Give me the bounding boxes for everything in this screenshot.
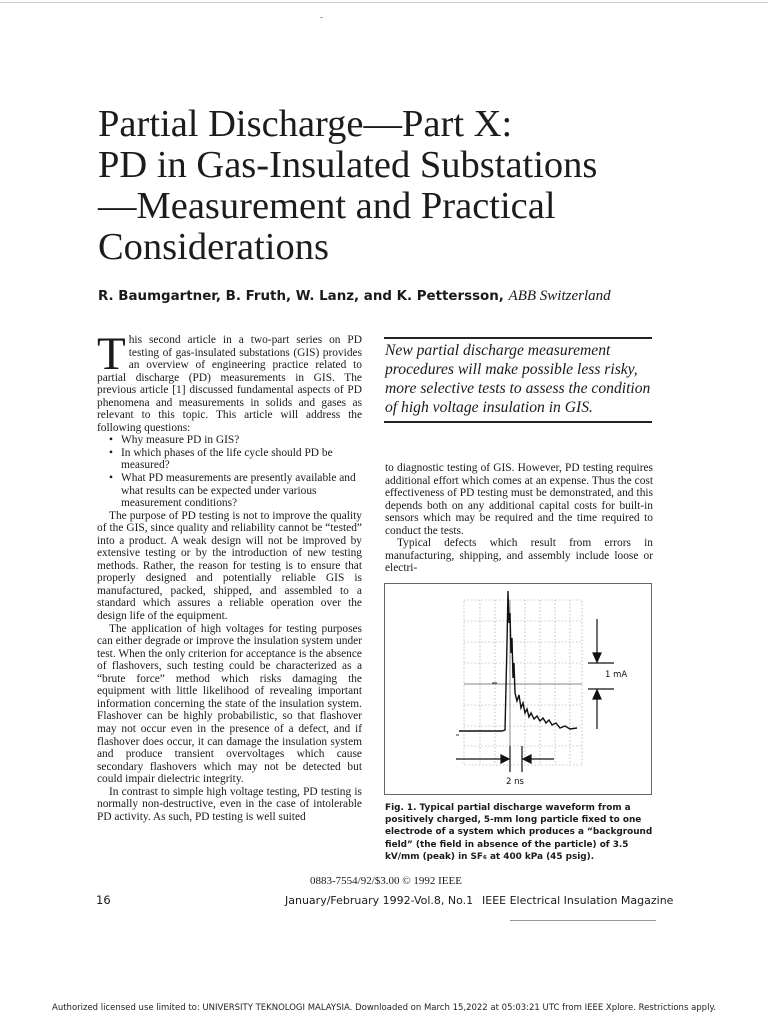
title-line: Partial Discharge—Part X:	[98, 103, 513, 145]
body-paragraph: to diagnostic testing of GIS. However, PD testing requires additional effort which comes at an expense. Thus the cost effectiveness of PD testing must be demonstrated, and this depends both on any additional capital costs for built-in sensors which may be required and the time required to conduct the tests.	[385, 462, 653, 537]
time-scale-label: 2 ns	[506, 777, 524, 787]
question-list	[97, 434, 362, 509]
pd-waveform-trace	[459, 591, 577, 731]
body-paragraph: The purpose of PD testing is not to improve the quality of the GIS, since quality and reliability cannot be “tested” into a product. A weak design will not be improved by extensive testing or by the introduction of new testing methods. Rather, the reason for testing is to ensure that properly designed and potentially reliable GIS is manufactured, packed, shipped, and assembled to a standard which assures a reliable operation over the design life of the equipment.	[97, 509, 362, 623]
list-item: • Why measure PD in GIS?	[111, 434, 362, 447]
article-title	[98, 104, 718, 268]
magazine-name: IEEE Electrical Insulation Magazine	[482, 894, 674, 907]
right-column	[385, 462, 653, 575]
author-line: R. Baumgartner, B. Fruth, W. Lanz, and K. Pettersson, ABB Switzerland	[98, 288, 611, 304]
title-line: —Measurement and Practical	[98, 185, 556, 227]
figure-caption: Fig. 1. Typical partial discharge waveform from a positively charged, 5-mm long particle fixed to one electrode of a system which produces a “background field” (the field in absence of the particle) of 3.5 kV/mm (peak) in SF₆ at 400 kPa (45 psig).	[385, 803, 653, 862]
left-column	[97, 328, 362, 823]
issue-info: January/February 1992-Vol.8, No.1	[285, 894, 474, 907]
pullquote-rule-bottom	[384, 421, 652, 423]
author-affiliation: ABB Switzerland	[508, 288, 611, 304]
list-item: • In which phases of the life cycle should PD be measured?	[111, 447, 362, 472]
scan-mark	[320, 17, 323, 18]
time-scale-marker	[456, 746, 554, 772]
body-paragraph: In contrast to simple high voltage testing, PD testing is normally non-destructive, even in the case of intolerable PD activity. As such, PD testing is well suited	[97, 785, 362, 823]
license-notice: Authorized licensed use limited to: UNIVERSITY TEKNOLOGI MALAYSIA. Downloaded on March 15,2022 at 05:03:21 UTC from IEEE Xplore. Restrictions apply.	[52, 1003, 716, 1013]
body-paragraph: Typical defects which result from errors in manufacturing, shipping, and assembly include loose or electri-	[385, 537, 653, 575]
center-crosshair	[464, 600, 582, 765]
drop-cap: T	[97, 328, 126, 380]
title-line: Considerations	[98, 226, 329, 268]
intro-text: his second article in a two-part series on PD testing of gas-insulated substations (GIS) provides an overview of engineering practice related to partial discharge (PD) measurements in GIS. The previous article [1] discussed fundamental aspects of PD phenomena and measurements in solids and gases as relevant to this topic. This article will address the following questions:	[97, 334, 362, 434]
waveform-figure	[384, 583, 652, 795]
title-line: PD in Gas-Insulated Substations	[98, 144, 598, 186]
pullquote: New partial discharge measurement procedures will make possible less risky, more selective tests to assess the condition of high voltage insulation in GIS.	[385, 342, 651, 416]
oscilloscope-grid	[464, 600, 582, 765]
pullquote-rule-top	[384, 337, 652, 339]
list-item: • What PD measurements are presently available and what results can be expected under various measurement conditions?	[111, 472, 362, 510]
copyright-line: 0883-7554/92/$3.00 © 1992 IEEE	[310, 875, 462, 887]
page-number: 16	[96, 893, 111, 907]
author-names: R. Baumgartner, B. Fruth, W. Lanz, and K. Pettersson	[98, 289, 499, 304]
baseline-ticks	[456, 683, 497, 735]
top-rule	[0, 2, 768, 3]
intro-paragraph	[97, 328, 362, 434]
current-scale-label: 1 mA	[605, 670, 628, 680]
footer-rule	[510, 920, 656, 921]
body-paragraph: The application of high voltages for testing purposes can either degrade or improve the insulation system under test. When the only criterion for acceptance is the absence of flashovers, such testing could be characterized as a “brute force” method which risks damaging the equipment with little likelihood of revealing important information concerning the state of the insulation system. Flashover can be highly probabilistic, so that flashover may not occur even in the presence of a defect, and if flashover does occur, it can damage the insulation system and produce transient overvoltages which cause secondary flashovers which may not be detected but could impair dielectric integrity.	[97, 622, 362, 786]
